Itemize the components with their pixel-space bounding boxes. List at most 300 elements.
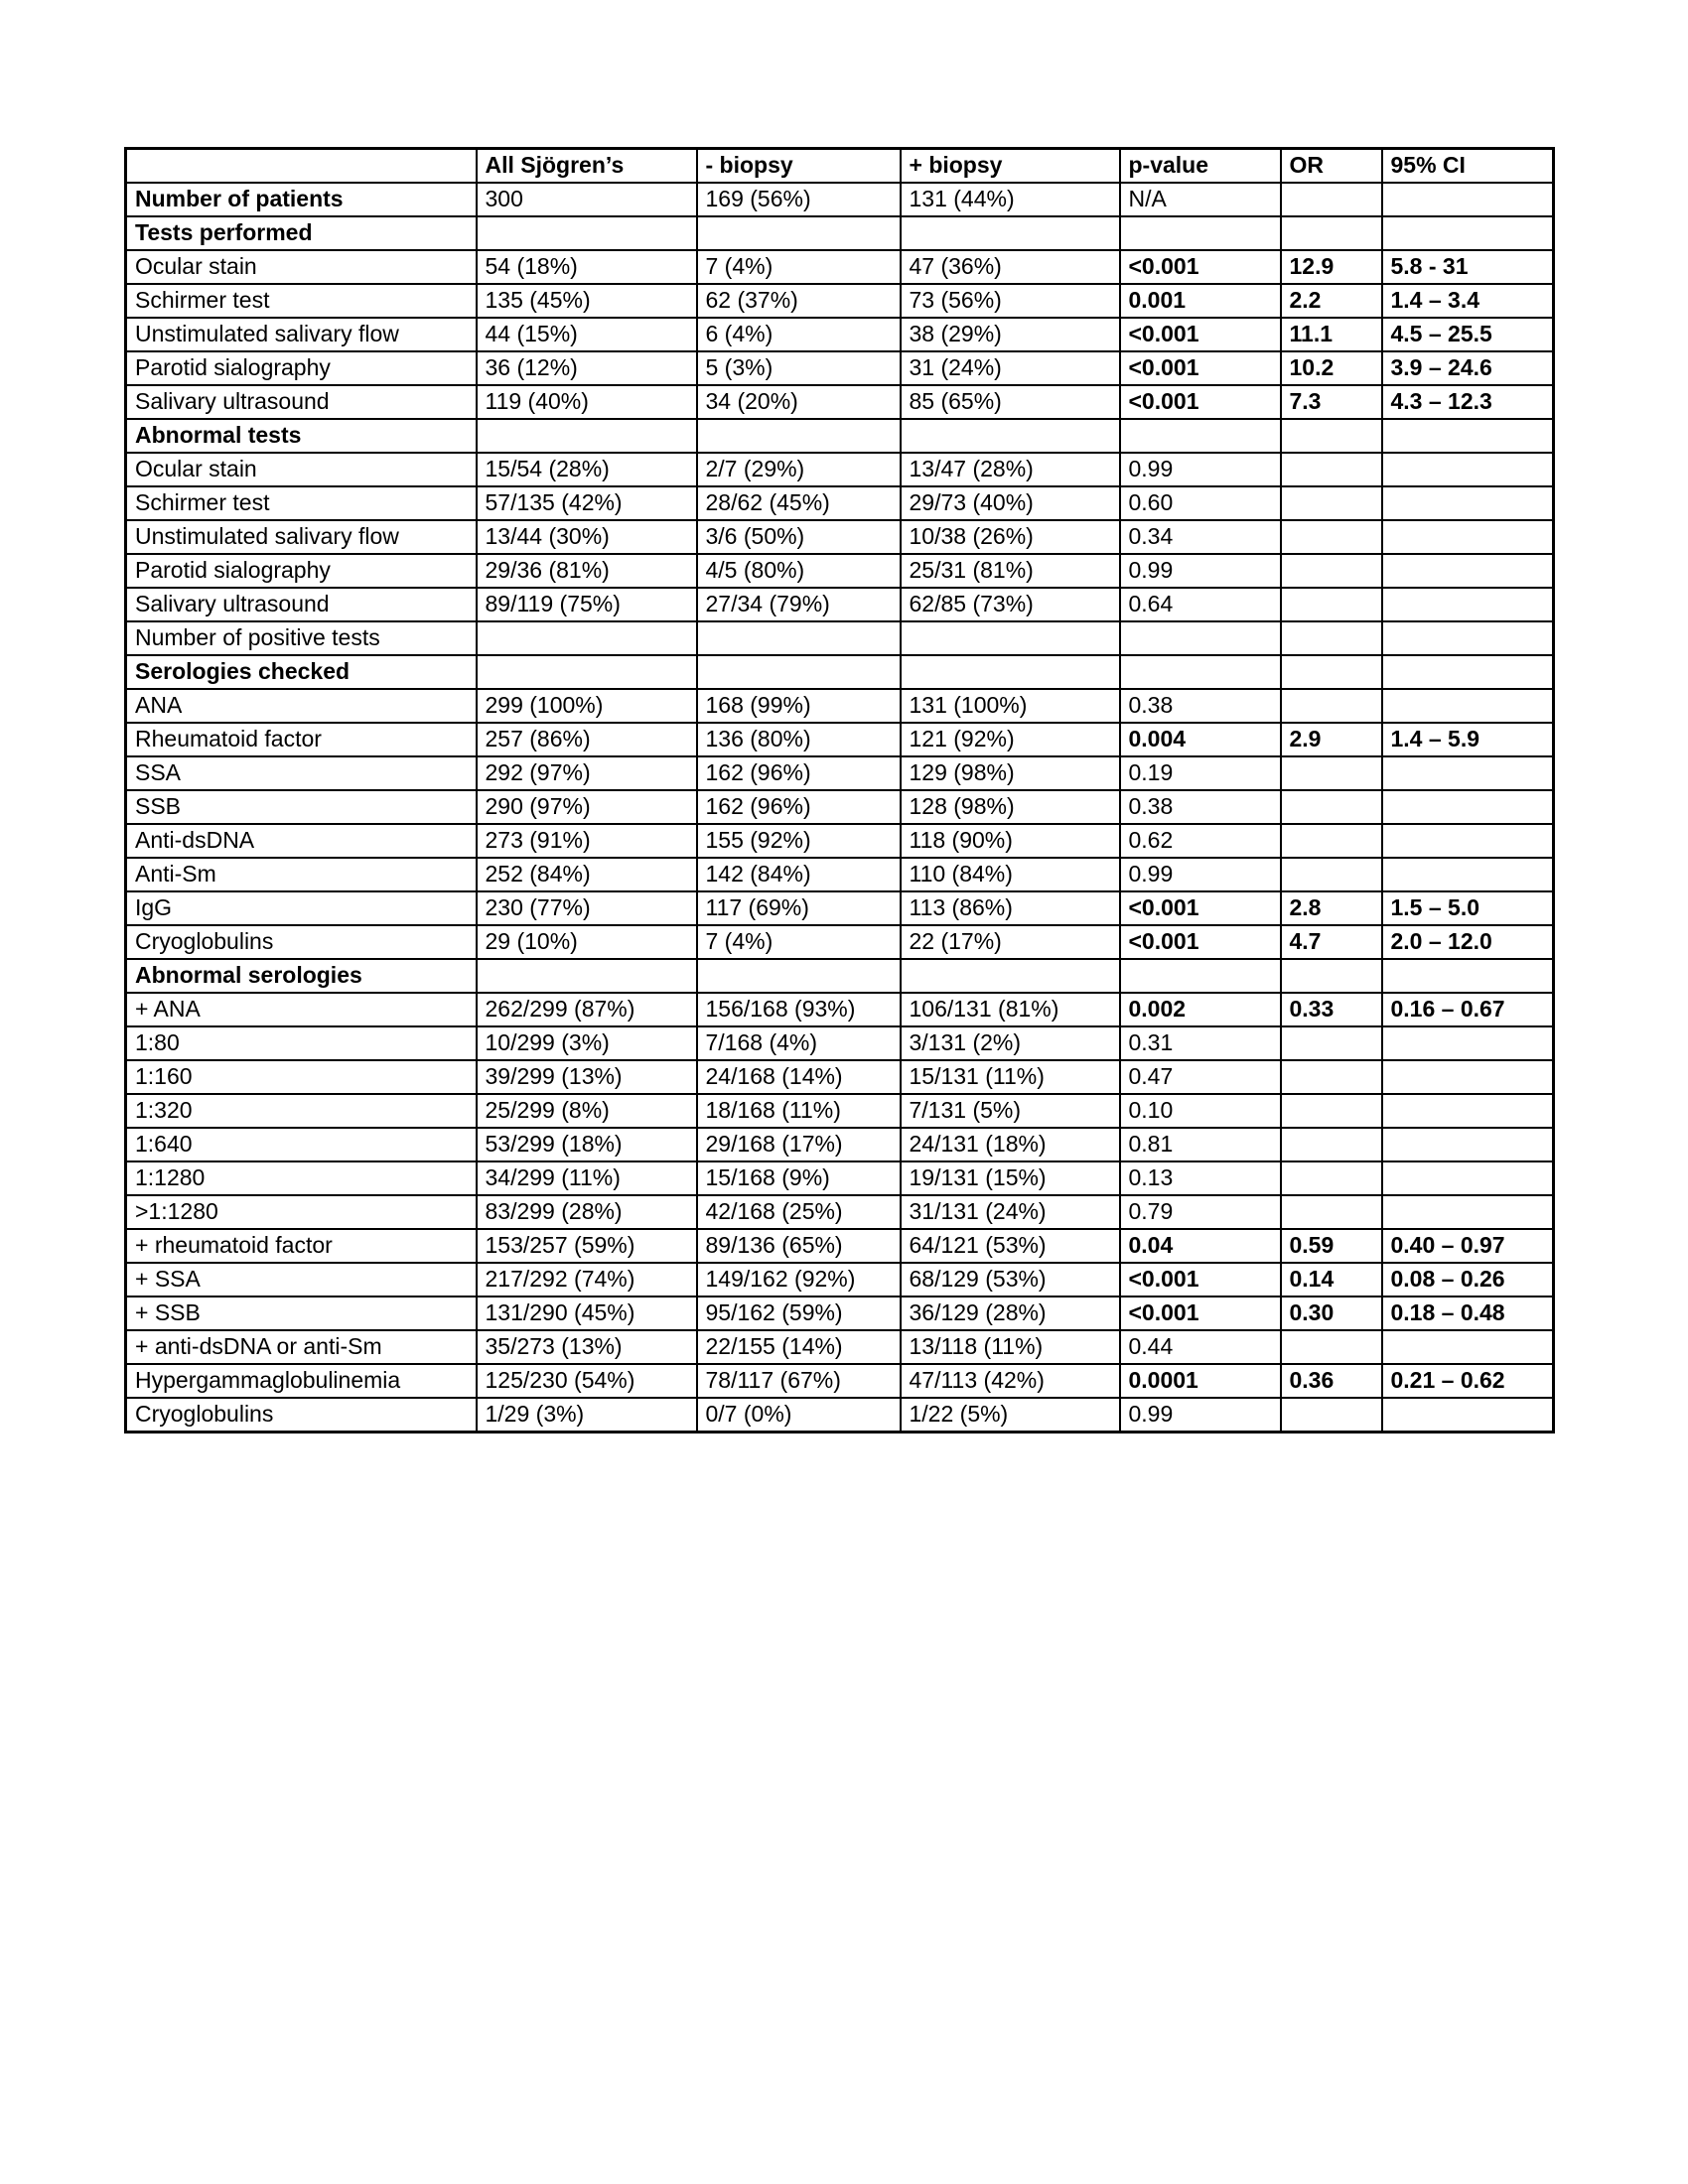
row-label: Abnormal serologies — [126, 959, 477, 993]
cell-odds-ratio — [1281, 756, 1382, 790]
table-row — [126, 284, 1554, 318]
row-label: SSB — [126, 790, 477, 824]
cell-positive-biopsy: 129 (98%) — [901, 756, 1120, 790]
cell-all-sjogrens: 300 — [477, 183, 697, 216]
cell-confidence-interval: 5.8 - 31 — [1382, 250, 1554, 284]
cell-positive-biopsy — [901, 216, 1120, 250]
cell-confidence-interval: 2.0 – 12.0 — [1382, 925, 1554, 959]
cell-all-sjogrens: 290 (97%) — [477, 790, 697, 824]
cell-positive-biopsy: 29/73 (40%) — [901, 486, 1120, 520]
cell-positive-biopsy: 118 (90%) — [901, 824, 1120, 858]
cell-negative-biopsy: 136 (80%) — [697, 723, 901, 756]
cell-confidence-interval: 0.16 – 0.67 — [1382, 993, 1554, 1026]
cell-all-sjogrens: 153/257 (59%) — [477, 1229, 697, 1263]
cell-positive-biopsy: 13/47 (28%) — [901, 453, 1120, 486]
table-row — [126, 1026, 1554, 1060]
row-label: Tests performed — [126, 216, 477, 250]
cell-p-value: 0.79 — [1120, 1195, 1281, 1229]
cell-p-value: <0.001 — [1120, 891, 1281, 925]
cell-confidence-interval — [1382, 959, 1554, 993]
cell-odds-ratio — [1281, 1161, 1382, 1195]
row-label: Anti-Sm — [126, 858, 477, 891]
row-label: Schirmer test — [126, 284, 477, 318]
row-label: ANA — [126, 689, 477, 723]
row-label: Number of patients — [126, 183, 477, 216]
cell-all-sjogrens: 89/119 (75%) — [477, 588, 697, 621]
cell-p-value: 0.62 — [1120, 824, 1281, 858]
section-header-row — [126, 959, 1554, 993]
cell-odds-ratio — [1281, 1330, 1382, 1364]
cell-negative-biopsy: 149/162 (92%) — [697, 1263, 901, 1297]
table-row — [126, 1060, 1554, 1094]
cell-confidence-interval — [1382, 689, 1554, 723]
row-label: Salivary ultrasound — [126, 385, 477, 419]
cell-odds-ratio: 2.2 — [1281, 284, 1382, 318]
cell-confidence-interval — [1382, 1128, 1554, 1161]
cell-positive-biopsy — [901, 655, 1120, 689]
row-label: + ANA — [126, 993, 477, 1026]
table-row — [126, 554, 1554, 588]
cell-positive-biopsy: 85 (65%) — [901, 385, 1120, 419]
cell-p-value: 0.04 — [1120, 1229, 1281, 1263]
row-label: 1:80 — [126, 1026, 477, 1060]
row-label: + SSB — [126, 1297, 477, 1330]
table-row — [126, 621, 1554, 655]
cell-all-sjogrens: 36 (12%) — [477, 351, 697, 385]
cell-negative-biopsy: 24/168 (14%) — [697, 1060, 901, 1094]
table-row — [126, 723, 1554, 756]
row-label: + rheumatoid factor — [126, 1229, 477, 1263]
cell-odds-ratio: 0.14 — [1281, 1263, 1382, 1297]
cell-confidence-interval: 1.5 – 5.0 — [1382, 891, 1554, 925]
cell-all-sjogrens: 39/299 (13%) — [477, 1060, 697, 1094]
cell-odds-ratio — [1281, 1026, 1382, 1060]
header-p-value: p-value — [1120, 149, 1281, 184]
section-header-row — [126, 419, 1554, 453]
table-row — [126, 588, 1554, 621]
cell-p-value — [1120, 655, 1281, 689]
cell-all-sjogrens — [477, 419, 697, 453]
cell-all-sjogrens: 131/290 (45%) — [477, 1297, 697, 1330]
cell-negative-biopsy: 117 (69%) — [697, 891, 901, 925]
cell-negative-biopsy: 27/34 (79%) — [697, 588, 901, 621]
cell-p-value: N/A — [1120, 183, 1281, 216]
cell-negative-biopsy: 6 (4%) — [697, 318, 901, 351]
cell-odds-ratio — [1281, 824, 1382, 858]
table-row — [126, 385, 1554, 419]
table-row — [126, 891, 1554, 925]
cell-negative-biopsy: 15/168 (9%) — [697, 1161, 901, 1195]
row-label: Ocular stain — [126, 453, 477, 486]
cell-p-value: 0.47 — [1120, 1060, 1281, 1094]
cell-negative-biopsy: 7 (4%) — [697, 925, 901, 959]
cell-positive-biopsy: 121 (92%) — [901, 723, 1120, 756]
cell-confidence-interval: 0.18 – 0.48 — [1382, 1297, 1554, 1330]
header-positive-biopsy: + biopsy — [901, 149, 1120, 184]
table-row — [126, 790, 1554, 824]
cell-odds-ratio — [1281, 858, 1382, 891]
cell-p-value — [1120, 216, 1281, 250]
cell-confidence-interval — [1382, 1060, 1554, 1094]
cell-confidence-interval — [1382, 1161, 1554, 1195]
table-row — [126, 1330, 1554, 1364]
cell-all-sjogrens: 273 (91%) — [477, 824, 697, 858]
cell-confidence-interval — [1382, 858, 1554, 891]
cell-positive-biopsy: 73 (56%) — [901, 284, 1120, 318]
row-label: IgG — [126, 891, 477, 925]
cell-p-value: 0.44 — [1120, 1330, 1281, 1364]
row-label: Serologies checked — [126, 655, 477, 689]
cell-p-value: 0.81 — [1120, 1128, 1281, 1161]
cell-p-value: 0.99 — [1120, 554, 1281, 588]
cell-confidence-interval: 0.21 – 0.62 — [1382, 1364, 1554, 1398]
cell-confidence-interval: 3.9 – 24.6 — [1382, 351, 1554, 385]
table-row — [126, 1161, 1554, 1195]
cell-p-value: <0.001 — [1120, 1297, 1281, 1330]
cell-positive-biopsy: 19/131 (15%) — [901, 1161, 1120, 1195]
cell-negative-biopsy: 78/117 (67%) — [697, 1364, 901, 1398]
cell-positive-biopsy: 131 (44%) — [901, 183, 1120, 216]
cell-positive-biopsy: 13/118 (11%) — [901, 1330, 1120, 1364]
cell-odds-ratio — [1281, 183, 1382, 216]
cell-positive-biopsy: 47 (36%) — [901, 250, 1120, 284]
cell-positive-biopsy: 62/85 (73%) — [901, 588, 1120, 621]
cell-all-sjogrens: 35/273 (13%) — [477, 1330, 697, 1364]
cell-confidence-interval — [1382, 1026, 1554, 1060]
cell-p-value: 0.10 — [1120, 1094, 1281, 1128]
cell-confidence-interval — [1382, 216, 1554, 250]
cell-negative-biopsy: 95/162 (59%) — [697, 1297, 901, 1330]
table-row — [126, 183, 1554, 216]
row-label: Unstimulated salivary flow — [126, 520, 477, 554]
cell-p-value: 0.002 — [1120, 993, 1281, 1026]
cell-negative-biopsy — [697, 419, 901, 453]
cell-confidence-interval — [1382, 655, 1554, 689]
cell-all-sjogrens — [477, 655, 697, 689]
cell-confidence-interval — [1382, 183, 1554, 216]
row-label: >1:1280 — [126, 1195, 477, 1229]
cell-p-value: <0.001 — [1120, 351, 1281, 385]
cell-negative-biopsy: 62 (37%) — [697, 284, 901, 318]
cell-negative-biopsy: 7 (4%) — [697, 250, 901, 284]
table-row — [126, 689, 1554, 723]
cell-p-value: <0.001 — [1120, 385, 1281, 419]
cell-all-sjogrens: 29 (10%) — [477, 925, 697, 959]
cell-p-value: 0.004 — [1120, 723, 1281, 756]
cell-negative-biopsy: 142 (84%) — [697, 858, 901, 891]
cell-negative-biopsy — [697, 621, 901, 655]
cell-confidence-interval: 4.5 – 25.5 — [1382, 318, 1554, 351]
row-label: SSA — [126, 756, 477, 790]
cell-positive-biopsy: 68/129 (53%) — [901, 1263, 1120, 1297]
table-row — [126, 858, 1554, 891]
cell-confidence-interval — [1382, 554, 1554, 588]
cell-negative-biopsy: 156/168 (93%) — [697, 993, 901, 1026]
cell-positive-biopsy: 31/131 (24%) — [901, 1195, 1120, 1229]
row-label: Hypergammaglobulinemia — [126, 1364, 477, 1398]
cell-confidence-interval: 0.08 – 0.26 — [1382, 1263, 1554, 1297]
table-row — [126, 1195, 1554, 1229]
cell-p-value: <0.001 — [1120, 1263, 1281, 1297]
cell-confidence-interval — [1382, 1398, 1554, 1433]
cell-odds-ratio — [1281, 1094, 1382, 1128]
sjogrens-results-table — [124, 147, 1555, 1433]
cell-confidence-interval — [1382, 1330, 1554, 1364]
cell-negative-biopsy: 18/168 (11%) — [697, 1094, 901, 1128]
cell-all-sjogrens: 292 (97%) — [477, 756, 697, 790]
cell-all-sjogrens: 44 (15%) — [477, 318, 697, 351]
row-label: Rheumatoid factor — [126, 723, 477, 756]
cell-all-sjogrens: 25/299 (8%) — [477, 1094, 697, 1128]
cell-p-value: 0.0001 — [1120, 1364, 1281, 1398]
cell-all-sjogrens: 54 (18%) — [477, 250, 697, 284]
table-row — [126, 486, 1554, 520]
cell-all-sjogrens: 257 (86%) — [477, 723, 697, 756]
cell-positive-biopsy: 110 (84%) — [901, 858, 1120, 891]
table-row — [126, 1398, 1554, 1433]
cell-odds-ratio: 4.7 — [1281, 925, 1382, 959]
cell-odds-ratio: 0.30 — [1281, 1297, 1382, 1330]
cell-odds-ratio — [1281, 520, 1382, 554]
cell-positive-biopsy: 128 (98%) — [901, 790, 1120, 824]
cell-positive-biopsy: 24/131 (18%) — [901, 1128, 1120, 1161]
cell-odds-ratio: 2.8 — [1281, 891, 1382, 925]
cell-negative-biopsy: 2/7 (29%) — [697, 453, 901, 486]
cell-all-sjogrens: 217/292 (74%) — [477, 1263, 697, 1297]
cell-negative-biopsy: 22/155 (14%) — [697, 1330, 901, 1364]
cell-negative-biopsy: 169 (56%) — [697, 183, 901, 216]
cell-positive-biopsy: 10/38 (26%) — [901, 520, 1120, 554]
cell-positive-biopsy: 25/31 (81%) — [901, 554, 1120, 588]
table-row — [126, 1229, 1554, 1263]
cell-positive-biopsy: 1/22 (5%) — [901, 1398, 1120, 1433]
table-row — [126, 993, 1554, 1026]
header-all-sjogrens: All Sjögren’s — [477, 149, 697, 184]
table-row — [126, 925, 1554, 959]
row-label: + SSA — [126, 1263, 477, 1297]
table-row — [126, 1094, 1554, 1128]
cell-confidence-interval — [1382, 486, 1554, 520]
cell-positive-biopsy: 47/113 (42%) — [901, 1364, 1120, 1398]
cell-positive-biopsy: 15/131 (11%) — [901, 1060, 1120, 1094]
cell-odds-ratio — [1281, 588, 1382, 621]
cell-odds-ratio: 0.33 — [1281, 993, 1382, 1026]
cell-all-sjogrens: 252 (84%) — [477, 858, 697, 891]
table-row — [126, 520, 1554, 554]
row-label: Cryoglobulins — [126, 925, 477, 959]
cell-all-sjogrens: 15/54 (28%) — [477, 453, 697, 486]
cell-odds-ratio: 12.9 — [1281, 250, 1382, 284]
cell-p-value: 0.99 — [1120, 453, 1281, 486]
cell-all-sjogrens: 13/44 (30%) — [477, 520, 697, 554]
cell-confidence-interval — [1382, 453, 1554, 486]
cell-confidence-interval — [1382, 824, 1554, 858]
cell-odds-ratio — [1281, 1128, 1382, 1161]
cell-positive-biopsy: 106/131 (81%) — [901, 993, 1120, 1026]
section-header-row — [126, 655, 1554, 689]
cell-p-value: 0.60 — [1120, 486, 1281, 520]
cell-p-value: 0.001 — [1120, 284, 1281, 318]
cell-positive-biopsy: 31 (24%) — [901, 351, 1120, 385]
cell-confidence-interval — [1382, 790, 1554, 824]
cell-confidence-interval — [1382, 588, 1554, 621]
cell-all-sjogrens — [477, 959, 697, 993]
cell-positive-biopsy: 131 (100%) — [901, 689, 1120, 723]
cell-negative-biopsy: 162 (96%) — [697, 790, 901, 824]
row-label: Salivary ultrasound — [126, 588, 477, 621]
cell-odds-ratio — [1281, 689, 1382, 723]
cell-negative-biopsy: 4/5 (80%) — [697, 554, 901, 588]
cell-all-sjogrens: 119 (40%) — [477, 385, 697, 419]
cell-positive-biopsy: 3/131 (2%) — [901, 1026, 1120, 1060]
cell-confidence-interval: 1.4 – 3.4 — [1382, 284, 1554, 318]
cell-confidence-interval — [1382, 756, 1554, 790]
cell-p-value — [1120, 419, 1281, 453]
cell-odds-ratio: 10.2 — [1281, 351, 1382, 385]
table-row — [126, 1297, 1554, 1330]
cell-negative-biopsy: 89/136 (65%) — [697, 1229, 901, 1263]
cell-positive-biopsy: 38 (29%) — [901, 318, 1120, 351]
cell-odds-ratio — [1281, 959, 1382, 993]
header-negative-biopsy: - biopsy — [697, 149, 901, 184]
cell-negative-biopsy — [697, 216, 901, 250]
cell-odds-ratio — [1281, 554, 1382, 588]
cell-positive-biopsy — [901, 621, 1120, 655]
cell-all-sjogrens: 83/299 (28%) — [477, 1195, 697, 1229]
cell-all-sjogrens: 262/299 (87%) — [477, 993, 697, 1026]
cell-confidence-interval: 0.40 – 0.97 — [1382, 1229, 1554, 1263]
cell-odds-ratio: 2.9 — [1281, 723, 1382, 756]
table-row — [126, 453, 1554, 486]
cell-p-value: 0.34 — [1120, 520, 1281, 554]
cell-odds-ratio: 11.1 — [1281, 318, 1382, 351]
cell-positive-biopsy: 22 (17%) — [901, 925, 1120, 959]
cell-p-value — [1120, 621, 1281, 655]
cell-all-sjogrens: 53/299 (18%) — [477, 1128, 697, 1161]
cell-all-sjogrens: 1/29 (3%) — [477, 1398, 697, 1433]
cell-odds-ratio — [1281, 621, 1382, 655]
cell-odds-ratio — [1281, 419, 1382, 453]
cell-negative-biopsy: 162 (96%) — [697, 756, 901, 790]
row-label: 1:160 — [126, 1060, 477, 1094]
row-label: Abnormal tests — [126, 419, 477, 453]
cell-negative-biopsy: 28/62 (45%) — [697, 486, 901, 520]
cell-p-value: <0.001 — [1120, 318, 1281, 351]
table-header-row — [126, 149, 1554, 184]
table-row — [126, 1263, 1554, 1297]
header-odds-ratio: OR — [1281, 149, 1382, 184]
cell-all-sjogrens: 29/36 (81%) — [477, 554, 697, 588]
cell-confidence-interval: 1.4 – 5.9 — [1382, 723, 1554, 756]
cell-confidence-interval — [1382, 1195, 1554, 1229]
row-label: Unstimulated salivary flow — [126, 318, 477, 351]
cell-all-sjogrens — [477, 621, 697, 655]
cell-positive-biopsy: 36/129 (28%) — [901, 1297, 1120, 1330]
header-confidence-interval: 95% CI — [1382, 149, 1554, 184]
row-label: Cryoglobulins — [126, 1398, 477, 1433]
cell-p-value: 0.38 — [1120, 689, 1281, 723]
cell-confidence-interval — [1382, 1094, 1554, 1128]
cell-negative-biopsy: 168 (99%) — [697, 689, 901, 723]
cell-odds-ratio — [1281, 1060, 1382, 1094]
cell-confidence-interval — [1382, 520, 1554, 554]
row-label: Ocular stain — [126, 250, 477, 284]
cell-p-value: 0.99 — [1120, 858, 1281, 891]
cell-all-sjogrens: 125/230 (54%) — [477, 1364, 697, 1398]
cell-p-value — [1120, 959, 1281, 993]
cell-p-value: 0.31 — [1120, 1026, 1281, 1060]
cell-odds-ratio — [1281, 790, 1382, 824]
cell-p-value: 0.38 — [1120, 790, 1281, 824]
cell-all-sjogrens: 57/135 (42%) — [477, 486, 697, 520]
table-row — [126, 1128, 1554, 1161]
cell-negative-biopsy: 34 (20%) — [697, 385, 901, 419]
cell-all-sjogrens: 230 (77%) — [477, 891, 697, 925]
cell-odds-ratio — [1281, 486, 1382, 520]
cell-all-sjogrens — [477, 216, 697, 250]
row-label: 1:640 — [126, 1128, 477, 1161]
cell-positive-biopsy: 7/131 (5%) — [901, 1094, 1120, 1128]
cell-odds-ratio — [1281, 216, 1382, 250]
cell-p-value: 0.64 — [1120, 588, 1281, 621]
cell-negative-biopsy — [697, 655, 901, 689]
table-row — [126, 824, 1554, 858]
row-label: + anti-dsDNA or anti-Sm — [126, 1330, 477, 1364]
cell-negative-biopsy: 5 (3%) — [697, 351, 901, 385]
cell-odds-ratio: 7.3 — [1281, 385, 1382, 419]
table-row — [126, 318, 1554, 351]
cell-odds-ratio — [1281, 453, 1382, 486]
cell-negative-biopsy: 155 (92%) — [697, 824, 901, 858]
cell-confidence-interval — [1382, 419, 1554, 453]
cell-negative-biopsy: 29/168 (17%) — [697, 1128, 901, 1161]
table-row — [126, 250, 1554, 284]
row-label: Parotid sialography — [126, 554, 477, 588]
cell-p-value: <0.001 — [1120, 925, 1281, 959]
cell-p-value: 0.19 — [1120, 756, 1281, 790]
row-label: Schirmer test — [126, 486, 477, 520]
cell-negative-biopsy: 0/7 (0%) — [697, 1398, 901, 1433]
cell-all-sjogrens: 10/299 (3%) — [477, 1026, 697, 1060]
row-label: Number of positive tests — [126, 621, 477, 655]
table-row — [126, 1364, 1554, 1398]
cell-all-sjogrens: 299 (100%) — [477, 689, 697, 723]
table-row — [126, 351, 1554, 385]
cell-odds-ratio: 0.36 — [1281, 1364, 1382, 1398]
cell-confidence-interval: 4.3 – 12.3 — [1382, 385, 1554, 419]
cell-negative-biopsy — [697, 959, 901, 993]
cell-odds-ratio: 0.59 — [1281, 1229, 1382, 1263]
table-row — [126, 756, 1554, 790]
row-label: 1:320 — [126, 1094, 477, 1128]
cell-negative-biopsy: 3/6 (50%) — [697, 520, 901, 554]
cell-p-value: <0.001 — [1120, 250, 1281, 284]
cell-p-value: 0.99 — [1120, 1398, 1281, 1433]
row-label: Parotid sialography — [126, 351, 477, 385]
cell-all-sjogrens: 135 (45%) — [477, 284, 697, 318]
cell-all-sjogrens: 34/299 (11%) — [477, 1161, 697, 1195]
row-label: 1:1280 — [126, 1161, 477, 1195]
cell-negative-biopsy: 42/168 (25%) — [697, 1195, 901, 1229]
cell-p-value: 0.13 — [1120, 1161, 1281, 1195]
cell-odds-ratio — [1281, 655, 1382, 689]
cell-confidence-interval — [1382, 621, 1554, 655]
row-label: Anti-dsDNA — [126, 824, 477, 858]
header-row-label — [126, 149, 477, 184]
cell-positive-biopsy — [901, 959, 1120, 993]
cell-positive-biopsy: 64/121 (53%) — [901, 1229, 1120, 1263]
cell-negative-biopsy: 7/168 (4%) — [697, 1026, 901, 1060]
